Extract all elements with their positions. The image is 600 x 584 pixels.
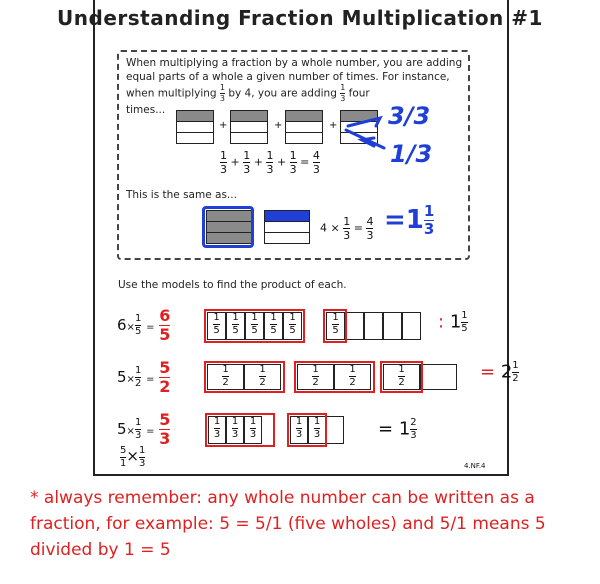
red-group-outline — [204, 309, 305, 343]
red-group-outline — [205, 413, 275, 447]
annotation-three-thirds: 3/3 — [388, 102, 431, 130]
model-cell: $\frac{1}{5}$ — [264, 312, 283, 340]
model-cell: $\frac{1}{5}$ — [245, 312, 264, 340]
worksheet-title: Understanding Fraction Multiplication #1 — [57, 6, 543, 30]
frac-1: $\frac{1}{3}$ — [220, 149, 227, 176]
model-cell: $\frac{1}{2}$ — [297, 364, 334, 390]
reminder-note: * always remember: any whole number can be written as a fraction, for example: 5 = 5/1 (five wholes) and 5/1 means 5 divided by 1 = 5 — [30, 488, 546, 560]
model-cell: $\frac{1}{3}$ — [290, 416, 308, 444]
frac-3: $\frac{1}{3}$ — [266, 149, 274, 176]
model-cell — [402, 312, 421, 340]
model-cell — [383, 312, 402, 340]
red-group-outline — [204, 361, 285, 393]
annotation-one-third: 1/3 — [390, 140, 433, 168]
frac-4: $\frac{1}{3}$ — [289, 149, 297, 176]
sum-equation: $\frac{1}{3}$ + $\frac{1}{3}$ + $\frac{1}{3}$ + $\frac{1}{3}$ = $\frac{4}{3}$ — [220, 149, 320, 176]
model-cell — [345, 312, 364, 340]
model-cell — [420, 364, 457, 390]
problem-3: 5× $\frac{1}{3}$ = $\frac{5}{3}$ — [117, 410, 171, 448]
plus-sign: + — [329, 120, 338, 131]
intro-mid: by 4, you are adding — [228, 87, 337, 100]
intro-times: times... — [126, 104, 166, 116]
standard-code: 4.NF.4 — [464, 462, 486, 470]
red-group-outline — [287, 413, 327, 447]
model-cell: $\frac{1}{3}$ — [244, 416, 262, 444]
model-cell: $\frac{1}{3}$ — [208, 416, 226, 444]
result-2: = 2 $\frac{1}{2}$ — [480, 360, 519, 384]
plus-sign: + — [274, 120, 283, 131]
model-cell: $\frac{1}{2}$ — [334, 364, 371, 390]
rewrite-5-over-1: $\frac{5}{1}$ × $\frac{1}{3}$ — [120, 445, 146, 469]
annotation-result-mixed: =1 $\frac{1}{3}$ — [384, 202, 435, 238]
model-cell: $\frac{1}{2}$ — [244, 364, 281, 390]
problem-2: 5× $\frac{1}{2}$ = $\frac{5}{2}$ — [117, 358, 171, 396]
frac-2: $\frac{1}{3}$ — [243, 149, 251, 176]
red-group-outline — [380, 361, 423, 393]
model-cell: $\frac{1}{5}$ — [326, 312, 345, 340]
red-group-outline — [294, 361, 375, 393]
plus-sign: + — [219, 120, 228, 131]
frac-four-thirds: $\frac{4}{3}$ — [312, 149, 320, 176]
same-as-text: This is the same as... — [126, 189, 237, 201]
multiply-equation: 4 × $\frac{1}{3}$ = $\frac{4}{3}$ — [320, 215, 374, 242]
intro-end: four — [348, 87, 370, 100]
model-cell — [326, 416, 344, 444]
model-cell — [364, 312, 383, 340]
red-group-outline — [323, 309, 347, 343]
fraction-one-third: $\frac{1}{3}$ — [219, 83, 225, 103]
model-cell: $\frac{1}{5}$ — [207, 312, 226, 340]
result-1: : 1 $\frac{1}{5}$ — [438, 310, 468, 334]
model-cell: $\frac{1}{2}$ — [383, 364, 420, 390]
model-cell: $\frac{1}{3}$ — [308, 416, 326, 444]
model-cell: $\frac{1}{3}$ — [226, 416, 244, 444]
result-3: = 1 $\frac{2}{3}$ — [378, 417, 417, 441]
use-models-text: Use the models to find the product of each. — [118, 279, 347, 291]
model-cell: $\frac{1}{2}$ — [207, 364, 244, 390]
model-cell: $\frac{1}{5}$ — [226, 312, 245, 340]
problem-1: 6× $\frac{1}{5}$ = $\frac{6}{5}$ — [117, 306, 171, 344]
intro-sentence: When multiplying a fraction by a whole number, you are adding equal parts of a whole a given number of times. For instance, when multiplying — [126, 57, 463, 100]
model-cell: $\frac{1}{5}$ — [283, 312, 302, 340]
fraction-one-third-b: $\frac{1}{3}$ — [340, 83, 346, 103]
